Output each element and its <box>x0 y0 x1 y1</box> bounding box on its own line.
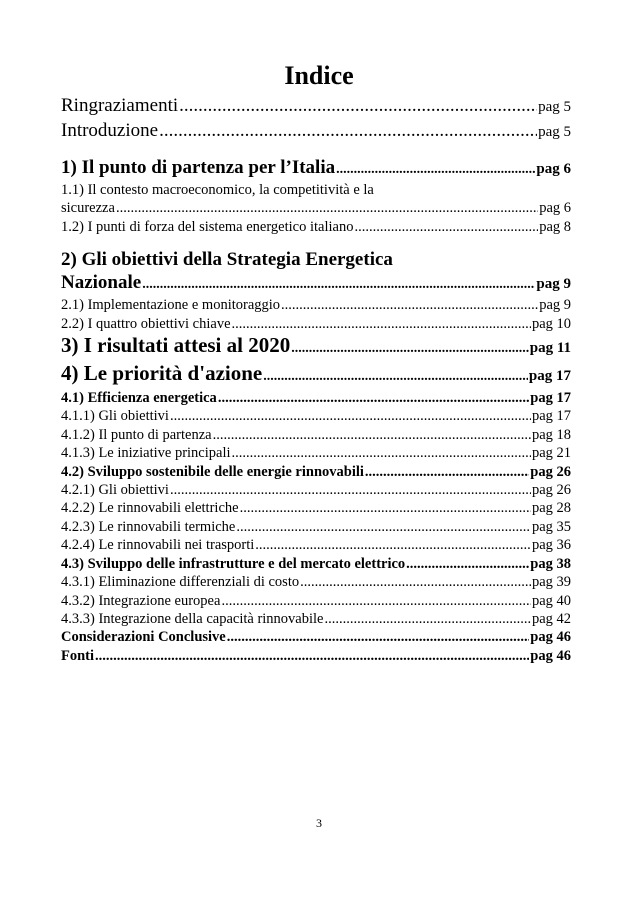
toc-entry-4-1-2[interactable] <box>61 426 571 444</box>
dot-leader <box>236 518 531 536</box>
toc-page-ref: pag 46 <box>530 647 571 664</box>
toc-entry-4-3-3[interactable] <box>61 610 571 628</box>
toc-entry-chapter-3[interactable] <box>61 333 571 361</box>
toc-entry-4-1-1[interactable] <box>61 407 571 425</box>
toc-entry-considerazioni[interactable] <box>61 628 571 646</box>
toc-entry-4-1-3[interactable] <box>61 444 571 462</box>
toc-label: 4.3.1) Eliminazione differenziali di costo <box>61 574 300 591</box>
toc-entry-fonti[interactable] <box>61 647 571 665</box>
toc-label: 4.1.3) Le iniziative principali <box>61 445 231 462</box>
toc-label: 4) Le priorità d'azione <box>61 361 263 386</box>
toc-label: Nazionale <box>61 272 142 294</box>
toc-entry-introduzione[interactable] <box>61 119 571 144</box>
dot-leader <box>291 337 529 361</box>
toc-entry-chapter-4[interactable] <box>61 361 571 389</box>
toc-page-ref: pag 5 <box>538 99 571 115</box>
toc-page-ref: pag 18 <box>531 426 571 443</box>
toc-label: 3) I risultati attesi al 2020 <box>61 333 291 358</box>
toc-entry-4-2-2[interactable] <box>61 499 571 517</box>
toc-entry-4-3[interactable] <box>61 555 571 573</box>
dot-leader <box>365 463 529 481</box>
toc-page-ref: pag 28 <box>531 500 571 517</box>
dot-leader <box>221 592 531 610</box>
toc-label: 4.2) Sviluppo sostenibile delle energie rinnovabili <box>61 463 364 480</box>
toc-label: Considerazioni Conclusive <box>61 629 226 646</box>
toc-label: 4.2.4) Le rinnovabili nei trasporti <box>61 537 255 554</box>
toc-entry-4-1[interactable] <box>61 389 571 407</box>
toc-label: 4.2.2) Le rinnovabili elettriche <box>61 500 239 517</box>
dot-leader <box>255 536 531 554</box>
toc-page-ref: pag 26 <box>530 463 571 480</box>
toc-page-ref: pag 42 <box>531 610 571 627</box>
toc-page-ref: pag 8 <box>539 218 571 235</box>
toc-label: 2.2) I quattro obiettivi chiave <box>61 315 231 332</box>
toc-entry-4-2-3[interactable] <box>61 518 571 536</box>
toc-entry-2-1[interactable] <box>61 296 571 314</box>
dot-leader <box>170 481 531 499</box>
toc-label: 4.1.1) Gli obiettivi <box>61 408 169 425</box>
toc-label: Ringraziamenti <box>61 95 179 116</box>
toc-page-ref: pag 6 <box>536 161 571 177</box>
toc-label: 4.3.2) Integrazione europea <box>61 592 221 609</box>
page-title: Indice <box>284 61 354 90</box>
toc-page-ref: pag 39 <box>531 574 571 591</box>
toc-entry-4-3-1[interactable] <box>61 573 571 591</box>
toc-label: 4.1.2) Il punto di partenza <box>61 426 212 443</box>
toc-entry-4-3-2[interactable] <box>61 592 571 610</box>
dot-leader <box>263 365 528 389</box>
dot-leader <box>170 407 531 425</box>
toc-label: 4.3) Sviluppo delle infrastrutture e del mercato elettrico <box>61 555 406 572</box>
toc-page-ref: pag 38 <box>530 555 571 572</box>
toc-label: Fonti <box>61 647 95 664</box>
toc-label: 4.2.3) Le rinnovabili termiche <box>61 518 236 535</box>
toc-entry-1-2[interactable] <box>61 218 571 236</box>
toc-entry-chapter-2-line1[interactable]: 2) Gli obiettivi della Strategia Energetica <box>61 249 393 271</box>
toc-page-ref: pag 26 <box>531 482 571 499</box>
toc-page-ref: pag 46 <box>530 629 571 646</box>
dot-leader <box>406 555 529 573</box>
toc-page-ref: pag 21 <box>531 445 571 462</box>
toc-label: 1.2) I punti di forza del sistema energetico italiano <box>61 218 354 235</box>
dot-leader <box>232 315 531 333</box>
toc-entry-1-1[interactable] <box>61 199 571 217</box>
table-of-contents <box>61 94 571 665</box>
toc-page-ref: pag 11 <box>529 340 571 357</box>
toc-page-ref: pag 17 <box>528 368 571 385</box>
toc-page-ref: pag 40 <box>531 592 571 609</box>
toc-entry-chapter-2[interactable] <box>61 271 571 296</box>
dot-leader <box>227 628 530 646</box>
dot-leader <box>142 273 535 296</box>
dot-leader <box>281 296 538 314</box>
toc-page-ref: pag 5 <box>538 124 571 140</box>
toc-label: sicurezza <box>61 200 115 217</box>
toc-page-ref: pag 9 <box>536 276 571 293</box>
toc-page-ref: pag 36 <box>531 537 571 554</box>
dot-leader <box>116 199 538 217</box>
toc-entry-chapter-1[interactable] <box>61 156 571 181</box>
toc-label: 4.3.3) Integrazione della capacità rinnovabile <box>61 610 324 627</box>
toc-page-ref: pag 35 <box>531 518 571 535</box>
toc-entry-4-2-4[interactable] <box>61 536 571 554</box>
toc-page-ref: pag 17 <box>530 390 571 407</box>
dot-leader <box>336 158 535 181</box>
toc-label: 4.2.1) Gli obiettivi <box>61 482 169 499</box>
toc-label: 1) Il punto di partenza per l’Italia <box>61 157 336 178</box>
toc-page-ref: pag 10 <box>531 315 571 332</box>
toc-page-ref: pag 17 <box>531 408 571 425</box>
page-number: 3 <box>316 816 322 830</box>
toc-page-ref: pag 6 <box>539 200 571 217</box>
toc-page-ref: pag 9 <box>539 297 571 314</box>
dot-leader <box>218 389 529 407</box>
dot-leader <box>300 573 531 591</box>
dot-leader <box>240 499 531 517</box>
dot-leader <box>95 647 529 665</box>
toc-label: Introduzione <box>61 120 159 141</box>
toc-entry-ringraziamenti[interactable] <box>61 94 571 119</box>
dot-leader <box>325 610 531 628</box>
dot-leader <box>159 119 537 142</box>
toc-entry-4-2-1[interactable] <box>61 481 571 499</box>
toc-entry-4-2[interactable] <box>61 463 571 481</box>
dot-leader <box>179 94 537 117</box>
dot-leader <box>232 444 531 462</box>
dot-leader <box>213 426 531 444</box>
toc-label: 2.1) Implementazione e monitoraggio <box>61 297 281 314</box>
toc-entry-2-2[interactable] <box>61 315 571 333</box>
toc-entry-1-1-line1[interactable]: 1.1) Il contesto macroeconomico, la competitività e la <box>61 182 374 198</box>
toc-label: 4.1) Efficienza energetica <box>61 390 217 407</box>
dot-leader <box>354 218 538 236</box>
